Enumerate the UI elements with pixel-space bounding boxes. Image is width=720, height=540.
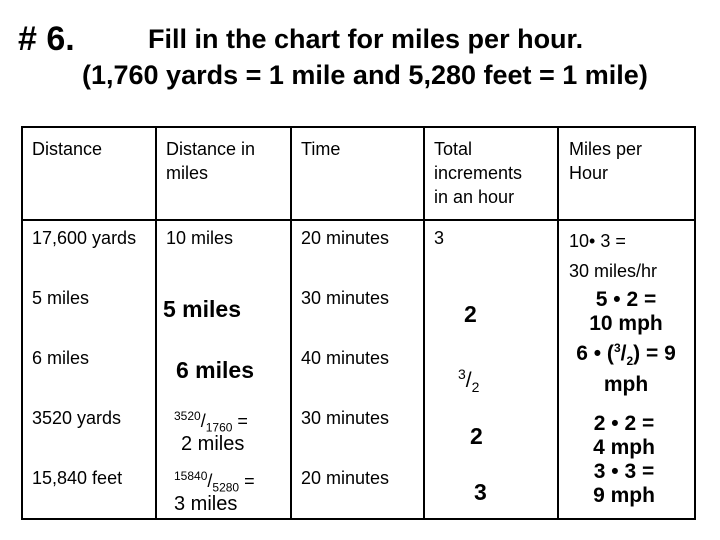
row1-mph: 10• 3 = 30 miles/hr <box>569 231 658 281</box>
row1-increments: 3 <box>434 228 445 248</box>
row5-time: 20 minutes <box>301 468 390 488</box>
problem-number: # 6. <box>18 20 75 58</box>
row2-distance: 5 miles <box>32 288 90 308</box>
header-miles-per-hour: Miles per Hour <box>569 139 643 183</box>
row4-fraction: $^{3520}/_{1760}$ = <box>174 409 248 435</box>
header-divider <box>21 219 696 221</box>
row1-time: 20 minutes <box>301 228 390 248</box>
row4-increments: 2 <box>470 423 483 449</box>
row3-increments: $^3/_2$ <box>458 366 480 396</box>
row2-miles: 5 miles <box>163 296 241 322</box>
row4-time: 30 minutes <box>301 408 390 428</box>
header-total-increments: Total increments in an hour <box>434 139 523 207</box>
column-divider <box>290 126 292 520</box>
row4-miles: 2 miles <box>181 433 245 455</box>
column-divider <box>423 126 425 520</box>
column-divider <box>155 126 157 520</box>
row2-time: 30 minutes <box>301 288 390 308</box>
column-divider <box>694 126 696 520</box>
row5-distance: 15,840 feet <box>32 468 123 488</box>
row2-increments: 2 <box>464 301 477 327</box>
mph-answer-rows-4-5: 2 • 2 = 4 mph 3 • 3 = 9 mph <box>593 412 655 507</box>
header-time: Time <box>301 139 341 159</box>
instruction-title: Fill in the chart for miles per hour. <box>148 24 584 54</box>
mph-answer-rows-2-3: 5 • 2 = 10 mph 6 • $(^3/_2) = 9$ mph <box>576 288 676 397</box>
row5-increments: 3 <box>474 479 487 505</box>
conversion-note: (1,760 yards = 1 mile and 5,280 feet = 1 mile) <box>82 60 648 90</box>
header-distance-in-miles: Distance in miles <box>166 139 256 183</box>
row5-fraction: $^{15840}/_{5280}$ = <box>174 469 255 495</box>
row1-miles: 10 miles <box>166 228 234 248</box>
row3-time: 40 minutes <box>301 348 390 368</box>
row4-distance: 3520 yards <box>32 408 122 428</box>
row1-distance: 17,600 yards <box>32 228 137 248</box>
row3-distance: 6 miles <box>32 348 90 368</box>
row3-miles: 6 miles <box>176 357 254 383</box>
header-distance: Distance <box>32 139 103 159</box>
row5-miles: 3 miles <box>174 493 238 515</box>
